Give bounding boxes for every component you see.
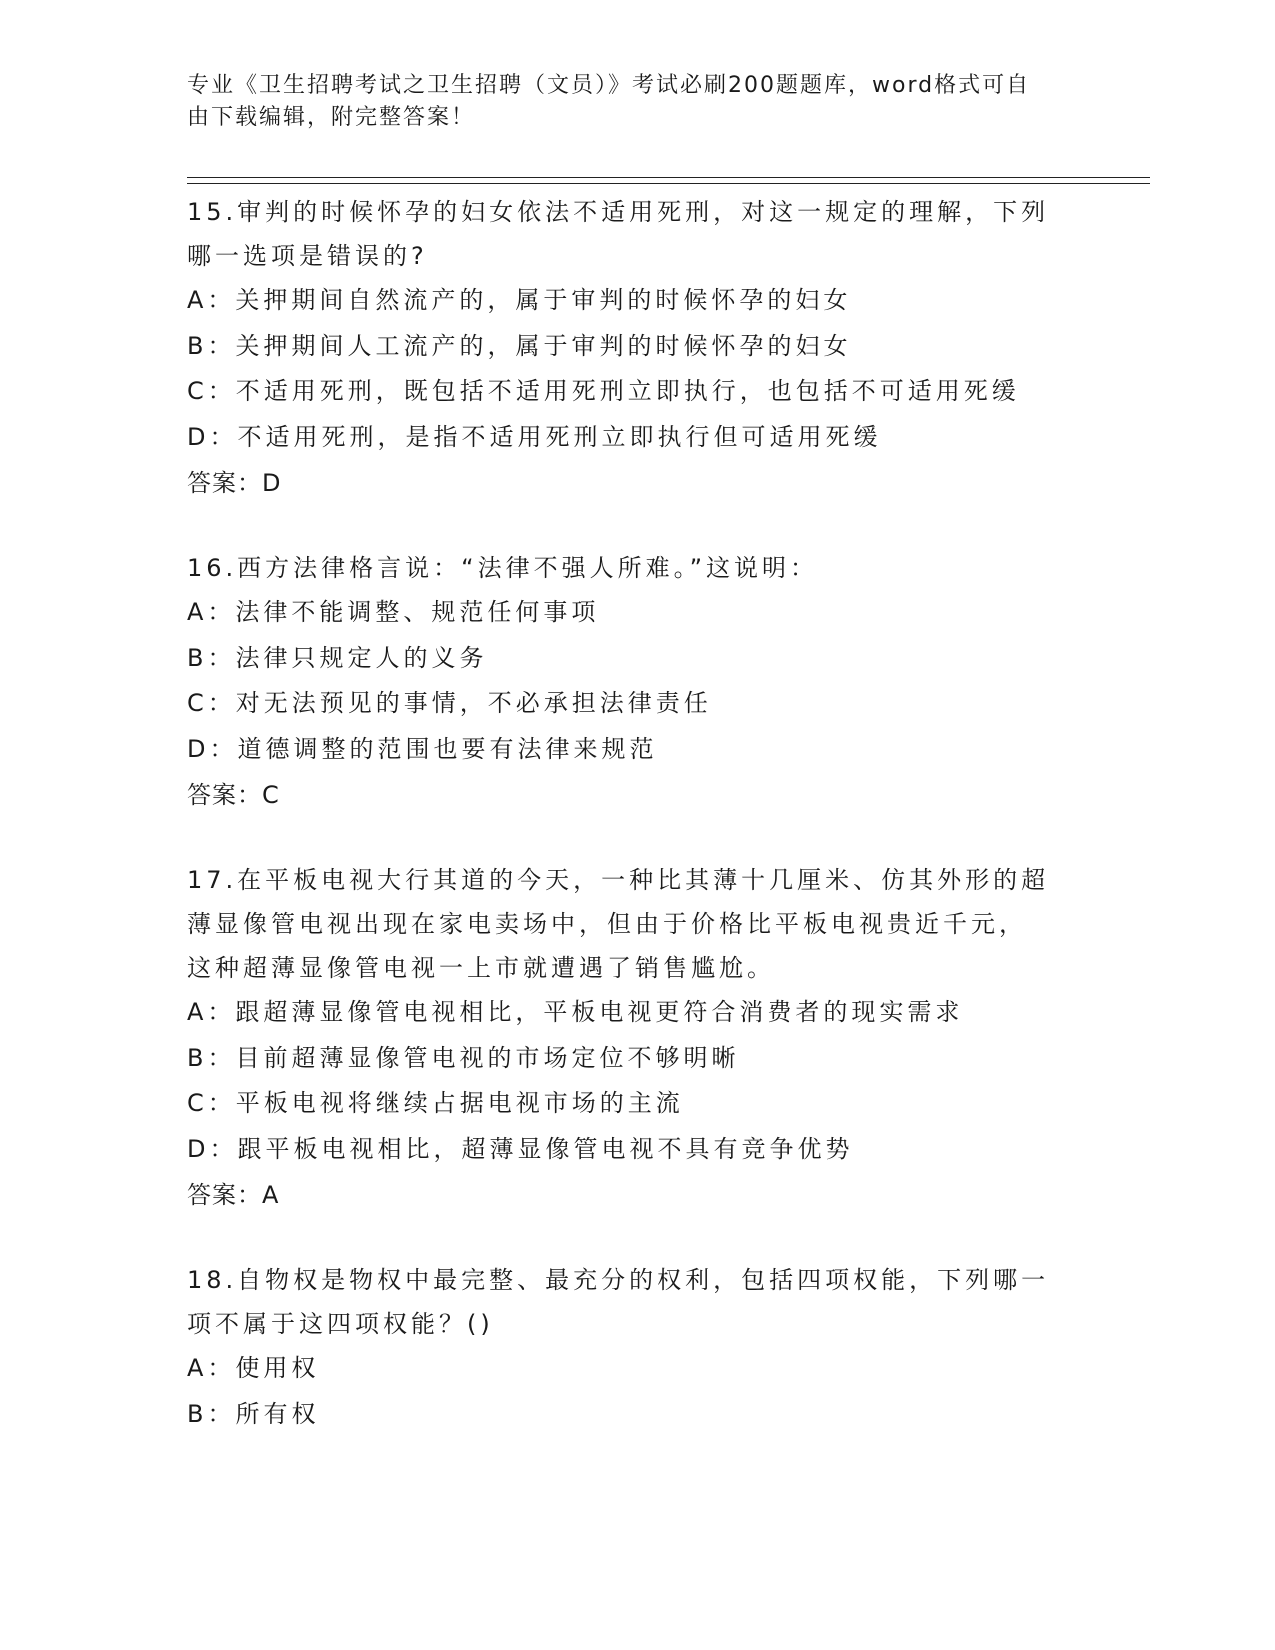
question-stem <box>187 190 1087 278</box>
question-16 <box>187 546 1087 818</box>
option-a: A：使用权 <box>187 1354 320 1382</box>
option-b: B：目前超薄显像管电视的市场定位不够明晰 <box>187 1043 740 1072</box>
header-line-2: 由下载编辑，附完整答案！ <box>187 105 476 130</box>
option-b: B：关押期间人工流产的，属于审判的时候怀孕的妇女 <box>187 331 852 360</box>
option-b: B：法律只规定人的义务 <box>187 643 488 672</box>
stem-line: 15.审判的时候怀孕的妇女依法不适用死刑，对这一规定的理解，下列 <box>187 198 1050 226</box>
stem-line: 哪一选项是错误的? <box>187 242 428 270</box>
question-18 <box>187 1258 1087 1437</box>
option-c: C：不适用死刑，既包括不适用死刑立即执行，也包括不可适用死缓 <box>187 377 1020 405</box>
stem-line: 16.西方法律格言说：“法律不强人所难。”这说明： <box>187 554 819 582</box>
question-15 <box>187 190 1087 506</box>
answer: 答案：C <box>187 781 280 809</box>
option-a: A：关押期间自然流产的，属于审判的时候怀孕的妇女 <box>187 286 852 314</box>
option-a: A：法律不能调整、规范任何事项 <box>187 598 600 626</box>
stem-line: 项不属于这四项权能？() <box>187 1310 494 1338</box>
option-d: D：跟平板电视相比，超薄显像管电视不具有竞争优势 <box>187 1134 854 1163</box>
option-b: B：所有权 <box>187 1399 320 1428</box>
question-stem <box>187 546 1087 590</box>
header-divider-bottom <box>187 183 1150 184</box>
option-c: C：对无法预见的事情，不必承担法律责任 <box>187 689 712 717</box>
document-header <box>187 70 1087 134</box>
header-line-1: 专业《卫生招聘考试之卫生招聘（文员）》考试必刷200题题库，word格式可自 <box>187 73 1031 98</box>
stem-line: 17.在平板电视大行其道的今天，一种比其薄十几厘米、仿其外形的超 <box>187 866 1050 894</box>
option-d: D：不适用死刑，是指不适用死刑立即执行但可适用死缓 <box>187 422 882 451</box>
option-d: D：道德调整的范围也要有法律来规范 <box>187 734 658 763</box>
header-divider-top <box>187 177 1150 178</box>
question-list <box>187 190 1087 1477</box>
answer: 答案：A <box>187 1181 280 1209</box>
option-a: A：跟超薄显像管电视相比，平板电视更符合消费者的现实需求 <box>187 998 964 1026</box>
stem-line: 薄显像管电视出现在家电卖场中，但由于价格比平板电视贵近千元， <box>187 910 1027 938</box>
stem-line: 18.自物权是物权中最完整、最充分的权利，包括四项权能，下列哪一 <box>187 1266 1050 1294</box>
question-stem <box>187 1258 1087 1346</box>
question-17 <box>187 858 1087 1218</box>
option-c: C：平板电视将继续占据电视市场的主流 <box>187 1089 684 1117</box>
answer: 答案：D <box>187 469 282 497</box>
stem-line: 这种超薄显像管电视一上市就遭遇了销售尴尬。 <box>187 954 775 982</box>
question-stem <box>187 858 1087 990</box>
